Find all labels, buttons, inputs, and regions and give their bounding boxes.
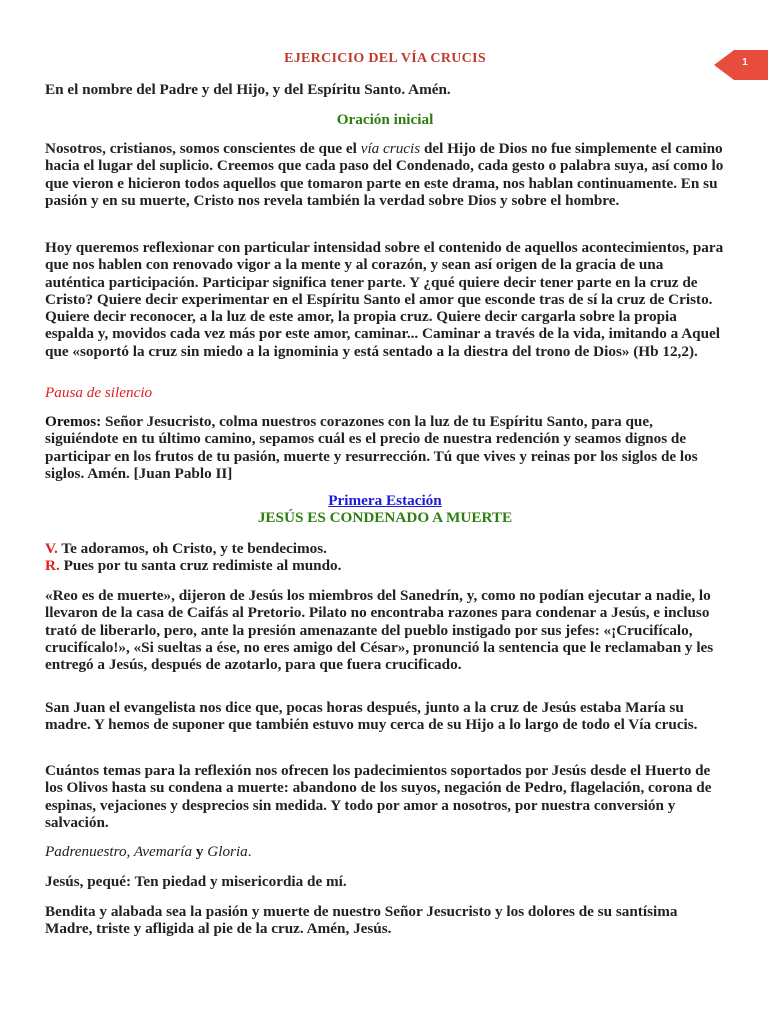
r-label: R.	[45, 557, 60, 574]
paragraph-4: San Juan el evangelista nos dice que, pocas horas después, junto a la cruz de Jesús estaba María su madre. Y hemos de suponer que también estuvo muy cerca de su Hijo a lo largo de todo el Vía crucis.	[45, 699, 698, 734]
v-label: V.	[45, 540, 58, 557]
r-text: Pues por tu santa cruz redimiste al mundo.	[59, 557, 342, 574]
p1-text-c: del Hijo de Dios no fue simplemente el camino hacia el lugar del suplicio. Creemos que cada paso del Condenado, cada gesto o palabra suya, así como lo que vieron e hicieron todos aquellos que tomaron parte en este drama, nos hablan continuamente. En su pasión y en su muerte, Cristo nos revela también la verdad sobre Dios y sobre el hombre.	[45, 140, 724, 209]
paragraph-2: Hoy queremos reflexionar con particular intensidad sobre el contenido de aquellos acontecimientos, para que nos hablen con renovado vigor a la mente y al corazón, y sean así origen de la gracia de una auténtica participación. Participar significa tener parte. Y ¿qué quiere decir tener parte en la cruz de Cristo? Quiere decir experimentar en el Espíritu Santo el amor que esconde tras de sí la cruz de Cristo. Quiere decir reconocer, a la luz de este amor, la propia cruz. Quiere decir cargarla sobre la propia espalda y, movidos cada vez más por este amor, caminar... Caminar a través de la vida, imitando a Aquel que «soportó la cruz sin miedo a la ignominia y está sentado a la diestra del trono de Dios» (Hb 12,2).	[45, 239, 724, 360]
oremos-text: Señor Jesucristo, colma nuestros corazones con la luz de tu Espíritu Santo, para que, siguiéndote en tu último camino, sepamos cuál es el precio de nuestra redención y seamos dignos de participar en los frutos de tu pasión, muerte y resurrección. Tú que vives y reinas por los siglos de los siglos. Amén. [Juan Pablo II]	[45, 413, 698, 482]
versicle-v	[45, 540, 725, 557]
prayers-line	[45, 843, 725, 860]
oracion-heading: Oración inicial	[336, 111, 434, 128]
prayers-b: Gloria	[207, 843, 248, 860]
oremos-paragraph	[45, 413, 725, 482]
paragraph-5: Cuántos temas para la reflexión nos ofrecen los padecimientos soportados por Jesús desde el Huerto de los Olivos hasta su condena a muerte: abandono de los suyos, negación de Pedro, flagelación, corona de espinas, vejaciones y desprecios sin medida. Y todo por amor a nosotros, por nuestra conversión y salvación.	[45, 762, 712, 831]
paragraph-7: Bendita y alabada sea la pasión y muerte de nuestro Señor Jesucristo y los dolores de su santísima Madre, triste y afligida al pie de la cruz. Amén, Jesús.	[45, 903, 678, 938]
pausa-silencio: Pausa de silencio	[45, 384, 153, 401]
prayers-end: .	[247, 843, 252, 860]
document-title: EJERCICIO DEL VÍA CRUCIS	[284, 51, 486, 66]
p1-italic: vía crucis	[360, 140, 421, 157]
paragraph-3: «Reo es de muerte», dijeron de Jesús los miembros del Sanedrín, y, como no podían ejecutar a nadie, lo llevaron de la casa de Caifás al Pretorio. Pilato no encontraba razones para condenar a Jesús, e incluso trató de liberarlo, pero, ante la presión amenazante del pueblo instigado por sus jefes: «¡Crucifícalo, crucifícalo!», «Si sueltas a ése, no eres amigo del César», pronunció la sentencia que le reclamaban y les entregó a Jesús, después de azotarlo, para que fuera crucificado.	[45, 587, 714, 674]
page-number: 1	[742, 57, 748, 68]
intro-line: En el nombre del Padre y del Hijo, y del Espíritu Santo. Amén.	[45, 81, 451, 98]
station-link[interactable]: Primera Estación	[328, 492, 442, 509]
paragraph-1	[45, 140, 725, 209]
paragraph-6: Jesús, pequé: Ten piedad y misericordia de mí.	[45, 873, 347, 890]
prayers-a: Padrenuestro, Avemaría	[45, 843, 193, 860]
prayers-y: y	[192, 843, 208, 860]
v-text: Te adoramos, oh Cristo, y te bendecimos.	[57, 540, 327, 557]
p1-text-a: Nosotros, cristianos, somos conscientes de que el	[45, 140, 361, 157]
station-title: JESÚS ES CONDENADO A MUERTE	[257, 509, 513, 526]
versicle-r	[45, 557, 725, 574]
oremos-label: Oremos:	[45, 413, 102, 430]
